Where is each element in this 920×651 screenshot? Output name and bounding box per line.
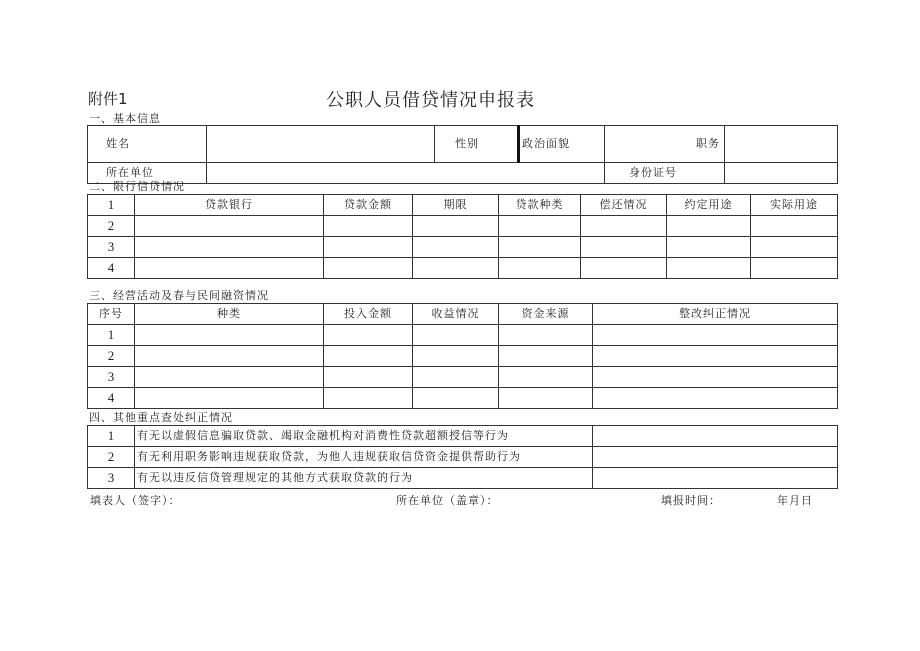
table-cell[interactable] — [581, 237, 667, 258]
other-row-text: 有无以虚假信息骗取贷款、竭取金融机构对消费性贷款超额授信等行为 — [135, 426, 593, 447]
section-bank-heading: 二、限行信贷情况 — [89, 180, 185, 193]
table-cell[interactable] — [593, 388, 838, 409]
bank-row-number: 4 — [88, 258, 135, 279]
table-cell[interactable] — [499, 237, 581, 258]
bank-header-actual-use: 实际用途 — [751, 195, 838, 216]
table-cell[interactable] — [593, 346, 838, 367]
business-header-kind: 种类 — [135, 304, 324, 325]
table-cell[interactable] — [499, 216, 581, 237]
name-label: 姓名 — [88, 126, 207, 163]
bank-header-type: 贷款种类 — [499, 195, 581, 216]
basic-info-table — [87, 125, 838, 184]
other-row-text: 有无以违反信贷管理规定的其他方式获取贷款的行为 — [135, 468, 593, 489]
table-cell[interactable] — [324, 216, 413, 237]
table-cell[interactable] — [324, 367, 413, 388]
business-header-income: 收益情况 — [413, 304, 499, 325]
table-cell[interactable] — [667, 258, 751, 279]
table-cell[interactable] — [324, 346, 413, 367]
table-row — [88, 388, 838, 409]
business-row-number: 4 — [88, 388, 135, 409]
table-cell[interactable] — [135, 216, 324, 237]
table-cell[interactable] — [499, 346, 593, 367]
table-row — [88, 325, 838, 346]
table-row — [88, 346, 838, 367]
political-label: 政治面貌 — [519, 126, 605, 163]
business-header-seq: 序号 — [88, 304, 135, 325]
bank-header-amount: 贷款金额 — [324, 195, 413, 216]
other-issues-table — [87, 425, 838, 489]
table-cell[interactable] — [581, 258, 667, 279]
gender-label: 性别 — [435, 126, 519, 163]
bank-header-term: 期限 — [413, 195, 499, 216]
table-cell[interactable] — [593, 426, 838, 447]
bank-credit-table — [87, 194, 838, 279]
business-row-number: 3 — [88, 367, 135, 388]
business-header-source: 资金来源 — [499, 304, 593, 325]
bank-row-number: 3 — [88, 237, 135, 258]
table-cell[interactable] — [135, 237, 324, 258]
date-label: 填报时间： — [661, 494, 721, 507]
table-row — [88, 447, 838, 468]
table-cell[interactable] — [135, 346, 324, 367]
table-cell[interactable] — [499, 258, 581, 279]
table-cell[interactable] — [324, 258, 413, 279]
table-cell[interactable] — [751, 258, 838, 279]
table-cell[interactable] — [413, 346, 499, 367]
table-cell[interactable] — [413, 237, 499, 258]
table-cell[interactable] — [324, 388, 413, 409]
table-row — [88, 216, 838, 237]
bank-row-number: 1 — [88, 195, 135, 216]
table-cell[interactable] — [135, 367, 324, 388]
table-cell[interactable] — [593, 468, 838, 489]
business-header-investment: 投入金额 — [324, 304, 413, 325]
table-cell[interactable] — [135, 258, 324, 279]
table-cell[interactable] — [413, 367, 499, 388]
other-row-number: 2 — [88, 447, 135, 468]
page-title: 公职人员借贷情况申报表 — [326, 90, 535, 111]
attachment-label: 附件1 — [88, 90, 128, 108]
table-cell[interactable] — [593, 367, 838, 388]
section-other-heading: 四、其他重点查处纠正情况 — [89, 411, 233, 424]
bank-header-lender: 贷款银行 — [135, 195, 324, 216]
table-row — [88, 426, 838, 447]
table-cell[interactable] — [324, 325, 413, 346]
table-cell[interactable] — [499, 367, 593, 388]
date-value: 年月日 — [777, 494, 813, 507]
table-cell[interactable] — [667, 216, 751, 237]
table-cell[interactable] — [413, 388, 499, 409]
table-cell[interactable] — [751, 237, 838, 258]
table-cell[interactable] — [413, 258, 499, 279]
table-row — [88, 237, 838, 258]
position-value[interactable] — [725, 126, 838, 163]
table-cell[interactable] — [593, 447, 838, 468]
table-cell[interactable] — [593, 325, 838, 346]
business-row-number: 1 — [88, 325, 135, 346]
table-row — [88, 468, 838, 489]
unit-label: 所在单位 — [88, 163, 207, 184]
table-cell[interactable] — [413, 216, 499, 237]
table-cell[interactable] — [135, 388, 324, 409]
id-label: 身份证号 — [605, 163, 725, 184]
table-cell[interactable] — [667, 237, 751, 258]
unit-seal-label: 所在单位（盖章）： — [396, 494, 499, 507]
unit-value[interactable] — [207, 163, 605, 184]
name-value[interactable] — [207, 126, 435, 163]
position-label: 职务 — [605, 126, 725, 163]
filler-signature-label: 填表人（签字）： — [90, 494, 181, 507]
other-row-number: 1 — [88, 426, 135, 447]
bank-header-repayment: 偿还情况 — [581, 195, 667, 216]
table-cell[interactable] — [581, 216, 667, 237]
bank-header-agreed-use: 约定用途 — [667, 195, 751, 216]
table-cell[interactable] — [324, 237, 413, 258]
table-cell[interactable] — [499, 325, 593, 346]
table-row — [88, 258, 838, 279]
bank-row-number: 2 — [88, 216, 135, 237]
table-cell[interactable] — [751, 216, 838, 237]
other-row-number: 3 — [88, 468, 135, 489]
other-row-text: 有无利用职务影响违规获取贷款，为他人违规获取信贷资金提供帮助行为 — [135, 447, 593, 468]
business-finance-table — [87, 303, 838, 409]
business-header-rectification: 整改纠正情况 — [593, 304, 838, 325]
section-basic-heading: 一、基本信息 — [89, 112, 161, 125]
business-row-number: 2 — [88, 346, 135, 367]
table-cell[interactable] — [499, 388, 593, 409]
table-cell[interactable] — [135, 325, 324, 346]
section-business-heading: 三、经营活动及春与民间融资情况 — [89, 289, 269, 302]
table-cell[interactable] — [413, 325, 499, 346]
id-value[interactable] — [725, 163, 838, 184]
table-row — [88, 367, 838, 388]
